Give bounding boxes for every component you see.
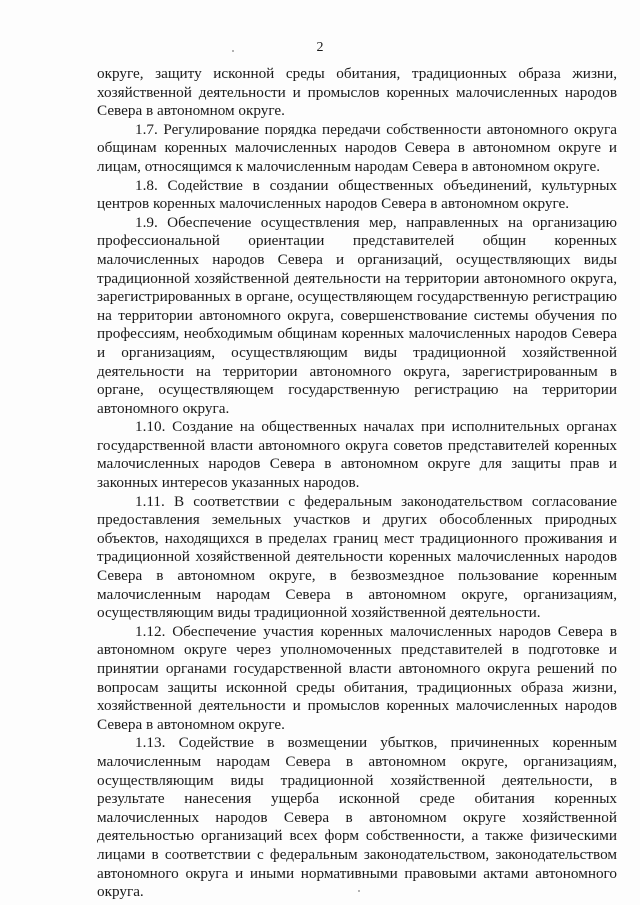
paragraph-1-7: 1.7. Регулирование порядка передачи собственности автономного округа общинам коренных малочисленных народов Севера в автономном округе и лицам, относящимся к малочисленным народам Севера в автономном округе.: [97, 120, 617, 175]
paragraph-1-11: 1.11. В соответствии с федеральным законодательством согласование предоставления земельных участков и других обособленных природных объектов, находящихся в пределах границ мест традиционного проживания и традиционной хозяйственной деятельности коренных малочисленных народов Севера в автономном округе, в безвозмездное пользование коренным малочисленным народам Севера в автономном округе, организациям, осуществляющим виды традиционной хозяйственной деятельности.: [97, 492, 617, 622]
document-body: [97, 65, 617, 902]
scan-speck: [358, 890, 360, 892]
paragraph-1-10: 1.10. Создание на общественных началах при исполнительных органах государственной власти автономного округа советов представителей коренных малочисленных народов Севера в автономном округе для защиты прав и законных интересов указанных народов.: [97, 418, 617, 492]
paragraph-continuation: округе, защиту исконной среды обитания, традиционных образа жизни, хозяйственной деятельности и промыслов коренных малочисленных народов Севера в автономном округе.: [97, 65, 617, 120]
scan-speck: [232, 50, 234, 52]
paragraph-1-12: 1.12. Обеспечение участия коренных малочисленных народов Севера в автономном округе через уполномоченных представителей в подготовке и принятии органами государственной власти автономного округа решений по вопросам защиты исконной среды обитания, традиционных образа жизни, хозяйственной деятельности и промыслов коренных малочисленных народов Севера в автономном округе.: [97, 622, 617, 733]
paragraph-1-8: 1.8. Содействие в создании общественных объединений, культурных центров коренных малочисленных народов Севера в автономном округе.: [97, 176, 617, 213]
page-number: 2: [316, 40, 324, 55]
paragraph-1-9: 1.9. Обеспечение осуществления мер, направленных на организацию профессиональной ориентации представителей общин коренных малочисленных народов Севера и организаций, осуществляющих виды традиционной хозяйственной деятельности на территории автономного округа, зарегистрированных в органе, осуществляющем государственную регистрацию на территории автономного округа, совершенствование системы обучения по профессиям, необходимым общинам коренных малочисленных народов Севера и организациям, осуществляющим виды традиционной хозяйственной деятельности на территории автономного округа, зарегистрированным в органе, осуществляющем государственную регистрацию на территории автономного округа.: [97, 213, 617, 417]
paragraph-1-13: 1.13. Содействие в возмещении убытков, причиненных коренным малочисленным народам Севера в автономном округе, организациям, осуществляющим виды традиционной хозяйственной деятельности, в результате нанесения ущерба исконной среде обитания коренных малочисленных народов Севера в автономном округе хозяйственной деятельностью организаций всех форм собственности, а также физическими лицами в соответствии с федеральным законодательством, законодательством автономного округа и иными нормативными правовыми актами автономного округа.: [97, 734, 617, 901]
